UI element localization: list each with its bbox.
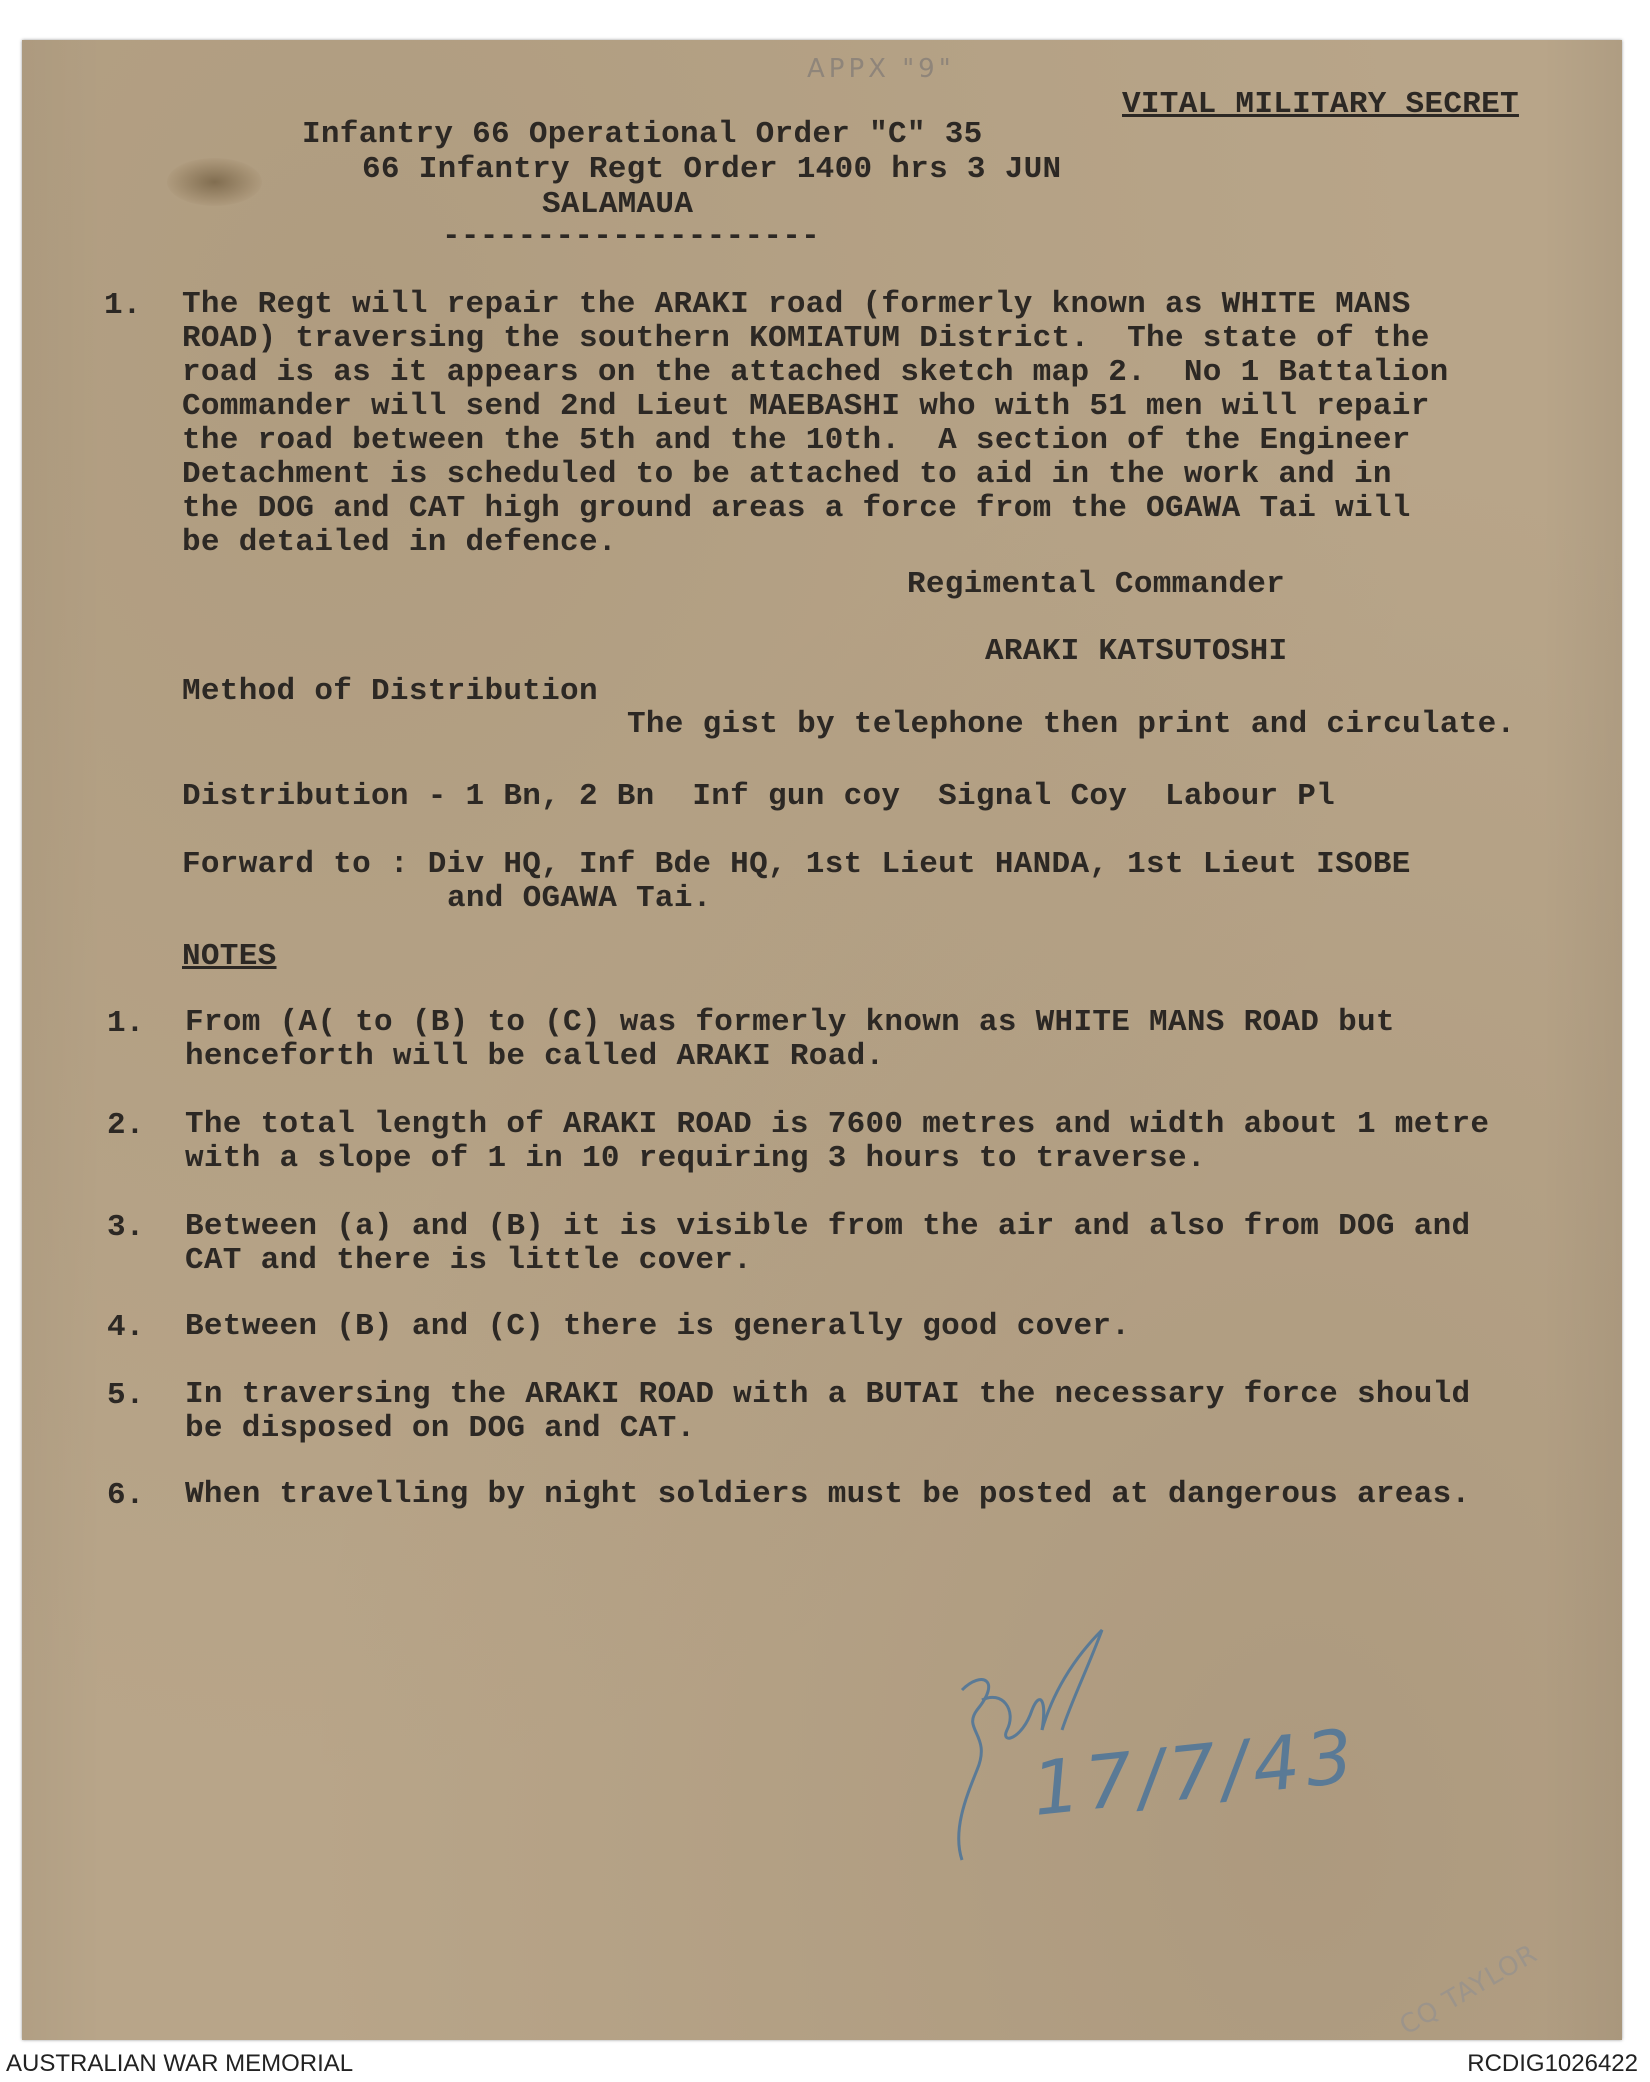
note-number: 1.: [107, 1006, 145, 1041]
para1-line: The Regt will repair the ARAKI road (formerly known as WHITE MANS: [182, 287, 1411, 322]
para1-line: the DOG and CAT high ground areas a force from the OGAWA Tai will: [182, 491, 1411, 526]
para1-line: road is as it appears on the attached sketch map 2. No 1 Battalion: [182, 355, 1449, 390]
para1-line: the road between the 5th and the 10th. A section of the Engineer: [182, 423, 1411, 458]
notes-heading: NOTES: [182, 939, 277, 974]
signature-date: 17/7/43: [1028, 1713, 1363, 1833]
classification-label: VITAL MILITARY SECRET: [1122, 87, 1519, 122]
document-page: [22, 40, 1622, 2040]
commander-name: ARAKI KATSUTOSHI: [985, 634, 1288, 669]
footer-right: RCDIG1026422: [1467, 2050, 1638, 2077]
method-text: The gist by telephone then print and circulate.: [627, 707, 1516, 742]
method-label: Method of Distribution: [182, 674, 598, 709]
note-line: be disposed on DOG and CAT.: [185, 1411, 696, 1446]
note-line: From (A( to (B) to (C) was formerly known as WHITE MANS ROAD but: [185, 1005, 1395, 1040]
distribution-line: Distribution - 1 Bn, 2 Bn Inf gun coy Signal Coy Labour Pl: [182, 779, 1336, 814]
note-line: When travelling by night soldiers must be posted at dangerous areas.: [185, 1477, 1471, 1512]
note-number: 2.: [107, 1108, 145, 1143]
stain: [167, 158, 262, 206]
title-rule: --------------------: [442, 219, 821, 254]
para1-number: 1.: [104, 288, 142, 323]
note-number: 5.: [107, 1378, 145, 1413]
para1-line: ROAD) traversing the southern KOMIATUM District. The state of the: [182, 321, 1430, 356]
para1-body: [182, 288, 1449, 560]
title-line-2: 66 Infantry Regt Order 1400 hrs 3 JUN: [362, 152, 1062, 187]
commander-title: Regimental Commander: [907, 567, 1286, 602]
title-line-3: SALAMAUA: [542, 187, 694, 222]
note-line: henceforth will be called ARAKI Road.: [185, 1039, 885, 1074]
note-line: Between (a) and (B) it is visible from the air and also from DOG and: [185, 1209, 1471, 1244]
note-number: 6.: [107, 1478, 145, 1513]
stamp-mark: CQ TAYLOR: [1394, 1938, 1543, 2042]
appendix-annotation: APPX "9": [807, 54, 955, 84]
note-number: 4.: [107, 1310, 145, 1345]
note-line: CAT and there is little cover.: [185, 1243, 753, 1278]
note-line: with a slope of 1 in 10 requiring 3 hours to traverse.: [185, 1141, 1206, 1176]
para1-line: Detachment is scheduled to be attached to aid in the work and in: [182, 457, 1392, 492]
note-line: Between (B) and (C) there is generally good cover.: [185, 1309, 1131, 1344]
note-line: The total length of ARAKI ROAD is 7600 metres and width about 1 metre: [185, 1107, 1490, 1142]
title-line-1: Infantry 66 Operational Order "C" 35: [302, 117, 983, 152]
note-line: In traversing the ARAKI ROAD with a BUTAI the necessary force should: [185, 1377, 1471, 1412]
para1-line: Commander will send 2nd Lieut MAEBASHI who with 51 men will repair: [182, 389, 1430, 424]
footer-left: AUSTRALIAN WAR MEMORIAL: [6, 2050, 354, 2077]
forward-line-2: and OGAWA Tai.: [447, 881, 712, 916]
para1-line: be detailed in defence.: [182, 525, 617, 560]
forward-line-1: Forward to : Div HQ, Inf Bde HQ, 1st Lieut HANDA, 1st Lieut ISOBE: [182, 847, 1411, 882]
note-number: 3.: [107, 1210, 145, 1245]
